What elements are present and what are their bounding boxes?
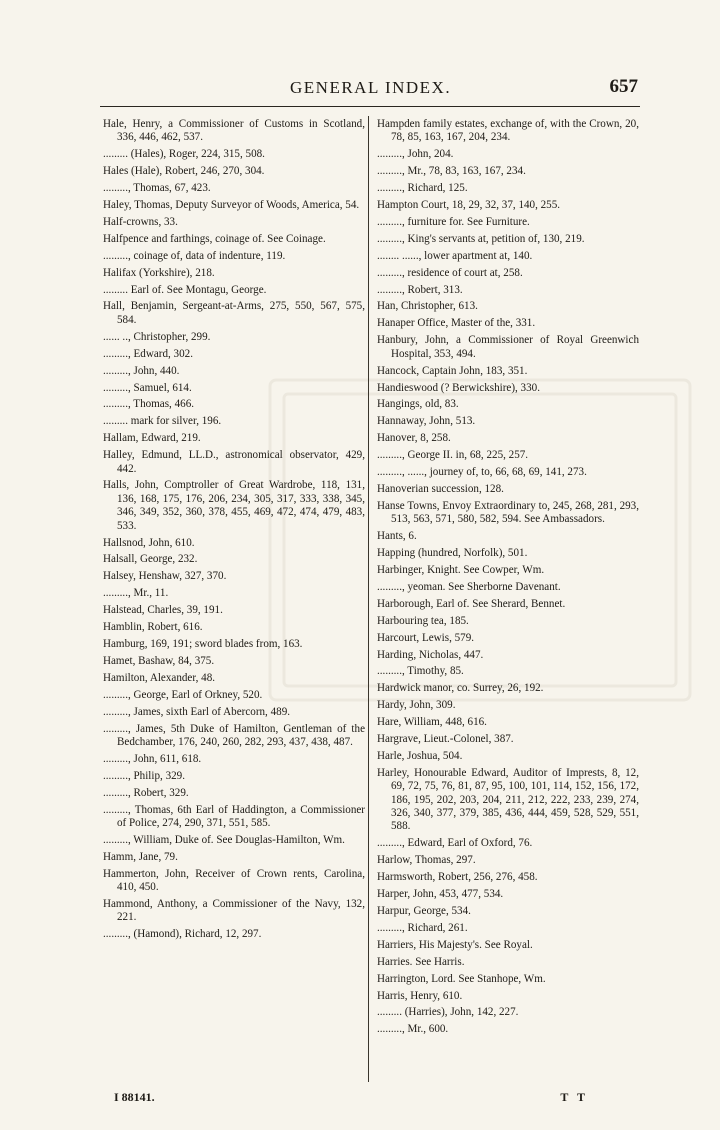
left-column	[103, 118, 365, 945]
index-entry: ........., Thomas, 6th Earl of Haddington, a Commissioner of Police, 274, 290, 371, 551, 585.	[103, 803, 365, 829]
index-entry: Halsey, Henshaw, 327, 370.	[103, 570, 227, 583]
index-entry: Hanover, 8, 258.	[377, 432, 451, 445]
index-entry: ........., furniture for. See Furniture.	[377, 215, 530, 228]
index-entry: Halifax (Yorkshire), 218.	[103, 266, 215, 279]
index-entry: ........., Mr., 600.	[377, 1023, 449, 1036]
index-entry: Harpur, George, 534.	[377, 905, 471, 917]
index-entry: ........., Thomas, 466.	[103, 398, 195, 411]
index-entry: ........., Robert, 313.	[377, 283, 463, 296]
index-entry: Halsall, George, 232.	[103, 553, 198, 566]
signature-mark: I 88141.	[114, 1090, 155, 1104]
index-entry: ........., James, sixth Earl of Abercorn, 489.	[103, 705, 291, 718]
index-entry: ........., Samuel, 614.	[103, 381, 192, 394]
index-entry: Hare, William, 448, 616.	[377, 716, 487, 729]
index-entry: ........., James, 5th Duke of Hamilton, Gentleman of the Bedchamber, 176, 240, 260, 282, 293, 437, 438, 487.	[103, 722, 365, 748]
index-entry: ........., yeoman. See Sherborne Davenant.	[377, 580, 561, 593]
index-entry: Harding, Nicholas, 447.	[377, 648, 484, 661]
index-entry: Hamm, Jane, 79.	[103, 850, 178, 863]
column-divider	[368, 116, 369, 1082]
index-entry: Hampden family estates, exchange of, with the Crown, 20, 78, 85, 163, 167, 204, 234.	[377, 118, 639, 144]
index-entry: Hamburg, 169, 191; sword blades from, 163.	[103, 638, 303, 650]
index-entry: Hammerton, John, Receiver of Crown rents, Carolina, 410, 450.	[103, 867, 365, 894]
index-entry: ........., (Hamond), Richard, 12, 297.	[103, 928, 262, 941]
index-entry: ........., Mr., 11.	[103, 587, 169, 600]
index-entry: Halfpence and farthings, coinage of. See Coinage.	[103, 232, 326, 245]
index-entry: Hall, Benjamin, Sergeant-at-Arms, 275, 550, 567, 575, 584.	[103, 300, 365, 326]
index-entry: Harries. See Harris.	[377, 955, 465, 968]
index-entry: Harper, John, 453, 477, 534.	[377, 888, 504, 901]
index-entry: Halley, Edmund, LL.D., astronomical observator, 429, 442.	[103, 449, 365, 475]
right-column	[377, 118, 639, 1040]
index-entry: Handieswood (? Berwickshire), 330.	[377, 381, 540, 394]
index-entry: ........., Richard, 125.	[377, 182, 468, 195]
page-title: GENERAL INDEX.	[290, 78, 452, 97]
index-entry: ......... mark for silver, 196.	[103, 415, 222, 428]
index-entry: ........., King's servants at, petition of, 130, 219.	[377, 232, 585, 245]
index-entry: Hargrave, Lieut.-Colonel, 387.	[377, 733, 514, 746]
index-entry: Hardy, John, 309.	[377, 699, 456, 712]
index-entry: Half-crowns, 33.	[103, 215, 178, 228]
index-entry: Harborough, Earl of. See Sherard, Bennet.	[377, 597, 566, 610]
index-entry: ........., George II. in, 68, 225, 257.	[377, 449, 529, 462]
index-entry: Harmsworth, Robert, 256, 276, 458.	[377, 871, 538, 884]
index-entry: Halstead, Charles, 39, 191.	[103, 604, 223, 617]
index-entry: Harley, Honourable Edward, Auditor of Imprests, 8, 12, 69, 72, 75, 76, 81, 87, 95, 100, 101, 114, 152, 156, 172, 186, 195, 202, 203, 204, 211, 212, 222, 233, 239, 274, 326, 340, 377, 379, 385, 436, 444, 459, 528, 529, 551, 588.	[377, 766, 639, 833]
index-entry: Hampton Court, 18, 29, 32, 37, 140, 255.	[377, 199, 561, 212]
index-entry: Harlow, Thomas, 297.	[377, 854, 476, 867]
index-entry: ........., John, 440.	[103, 364, 180, 377]
index-entry: Hangings, old, 83.	[377, 398, 459, 411]
index-entry: Happing (hundred, Norfolk), 501.	[377, 547, 528, 560]
index-entry: Hants, 6.	[377, 530, 417, 543]
index-entry: ........., Thomas, 67, 423.	[103, 182, 211, 195]
index-entry: Hamet, Bashaw, 84, 375.	[103, 654, 215, 667]
index-entry: ........., John, 611, 618.	[103, 752, 202, 765]
index-entry: ........., John, 204.	[377, 148, 454, 161]
index-entry: ........., Mr., 78, 83, 163, 167, 234.	[377, 165, 526, 178]
index-entry: ........., Richard, 261.	[377, 921, 468, 934]
index-entry: Hammond, Anthony, a Commissioner of the Navy, 132, 221.	[103, 898, 365, 924]
index-entry: Hamilton, Alexander, 48.	[103, 671, 216, 684]
index-entry: Hancock, Captain John, 183, 351.	[377, 364, 528, 377]
index-entry: Harcourt, Lewis, 579.	[377, 631, 475, 644]
page-footer	[100, 1090, 640, 1108]
index-entry: Hardwick manor, co. Surrey, 26, 192.	[377, 682, 544, 695]
index-entry: Harrington, Lord. See Stanhope, Wm.	[377, 972, 546, 985]
index-entry: ........., coinage of, data of indenture, 119.	[103, 249, 286, 262]
page-header	[100, 74, 640, 107]
index-entry: Hanaper Office, Master of the, 331.	[377, 317, 536, 330]
index-entry: ........., Timothy, 85.	[377, 665, 464, 678]
index-entry: ........., Philip, 329.	[103, 769, 185, 782]
index-entry: Hannaway, John, 513.	[377, 415, 476, 428]
index-entry: Hamblin, Robert, 616.	[103, 621, 203, 634]
page-number: 657	[609, 76, 638, 97]
index-entry: ........., Edward, 302.	[103, 347, 193, 360]
index-entry: ........., William, Duke of. See Douglas-Hamilton, Wm.	[103, 833, 345, 846]
index-entry: Hales (Hale), Robert, 246, 270, 304.	[103, 165, 265, 178]
index-entry: ........., George, Earl of Orkney, 520.	[103, 688, 263, 701]
index-entry: Hallsnod, John, 610.	[103, 536, 195, 549]
index-entry: ........ ......, lower apartment at, 140.	[377, 249, 533, 262]
index-entry: Haley, Thomas, Deputy Surveyor of Woods, America, 54.	[103, 199, 360, 212]
index-entry: ...... .., Christopher, 299.	[103, 330, 211, 343]
index-entry: ........., Robert, 329.	[103, 786, 189, 799]
index-entry: Harbouring tea, 185.	[377, 614, 469, 627]
gathering-mark: T T	[560, 1090, 588, 1104]
index-entry: Hanse Towns, Envoy Extraordinary to, 245, 268, 281, 293, 513, 563, 571, 580, 582, 594. See Ambassadors.	[377, 499, 639, 526]
index-entry: Hallam, Edward, 219.	[103, 432, 201, 445]
index-entry: Hale, Henry, a Commissioner of Customs in Scotland, 336, 446, 462, 537.	[103, 118, 365, 144]
index-entry: ........., ......, journey of, to, 66, 68, 69, 141, 273.	[377, 466, 587, 479]
index-entry: Halls, John, Comptroller of Great Wardrobe, 118, 131, 136, 168, 175, 176, 206, 234, 305, 317, 333, 338, 345, 346, 349, 352, 360, 378, 455, 469, 472, 474, 479, 483, 533.	[103, 479, 365, 532]
index-entry: ......... Earl of. See Montagu, George.	[103, 283, 267, 296]
index-entry: Harbinger, Knight. See Cowper, Wm.	[377, 563, 545, 576]
index-entry: Harle, Joshua, 504.	[377, 749, 463, 762]
index-entry: ........., residence of court at, 258.	[377, 266, 523, 279]
index-entry: ........., Edward, Earl of Oxford, 76.	[377, 837, 533, 850]
index-entry: Hanbury, John, a Commissioner of Royal Greenwich Hospital, 353, 494.	[377, 334, 639, 360]
index-entry: Harris, Henry, 610.	[377, 989, 463, 1002]
index-entry: ......... (Hales), Roger, 224, 315, 508.	[103, 148, 265, 161]
index-entry: ......... (Harries), John, 142, 227.	[377, 1006, 519, 1019]
index-entry: Harriers, His Majesty's. See Royal.	[377, 938, 533, 951]
index-entry: Han, Christopher, 613.	[377, 300, 478, 313]
index-entry: Hanoverian succession, 128.	[377, 482, 504, 495]
